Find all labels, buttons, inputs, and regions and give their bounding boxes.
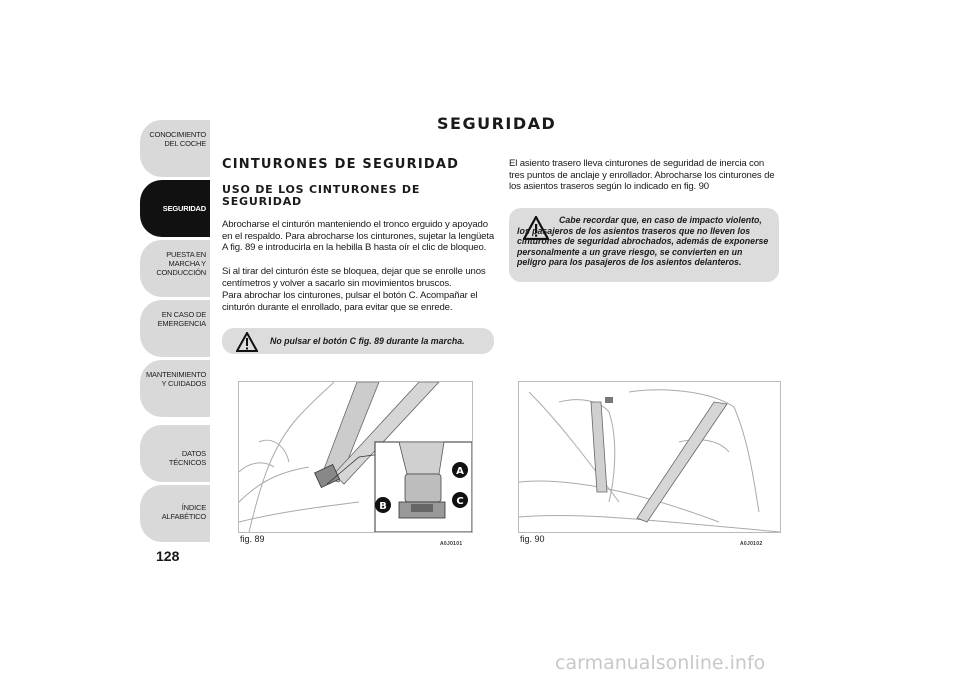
warning-box-left: [222, 328, 494, 354]
tab-conocimiento-del-coche[interactable]: CONOCIMIENTO DEL COCHE: [140, 120, 210, 177]
figure-90-caption: fig. 90: [520, 534, 545, 544]
tab-seguridad[interactable]: [140, 180, 210, 237]
tab-indice-alfabetico[interactable]: ÍNDICE ALFABÉTICO: [140, 485, 210, 542]
tab-en-caso-de-emergencia[interactable]: EN CASO DE EMERGENCIA: [140, 300, 210, 357]
section-title: SEGURIDAD: [437, 114, 557, 133]
paragraph-right-1: El asiento trasero lleva cinturones de seguridad de inercia con tres puntos de anclaje y enrollador. Abrocharse los cinturones de los asientos traseros según lo indicado en fig. 90: [509, 158, 775, 192]
tab-mantenimiento[interactable]: MANTENIMIENTO Y CUIDADOS: [140, 360, 210, 417]
figure-89-caption: fig. 89: [240, 534, 265, 544]
warning-text: No pulsar el botón C fig. 89 durante la marcha.: [270, 336, 465, 346]
figure-89-code: A0J0101: [440, 541, 463, 547]
label-b: B: [379, 501, 387, 512]
warning-text: Cabe recordar que, en caso de impacto violento, los pasajeros de los asientos traseros que no lleven los cinturones de seguridad abrochados, además de exponerse personalmente a un grave riesgo, se convierten en un peligro para los pasajeros de los asientos delanteros.: [517, 215, 769, 267]
tab-puesta-en-marcha[interactable]: PUESTA EN MARCHA Y CONDUCCIÓN: [140, 240, 210, 297]
figure-90: [518, 381, 781, 533]
tab-label: SEGURIDAD: [162, 204, 206, 213]
label-a: A: [456, 466, 464, 477]
page-number: 128: [156, 548, 180, 564]
paragraph-1: Abrocharse el cinturón manteniendo el tronco erguido y apoyado en el respaldo. Para abrocharse los cinturones, sujetar la lengüeta A fig. 89 e introducirla en la hebilla B hasta oír el clic de bloqueo.: [222, 219, 495, 253]
page-heading: CINTURONES DE SEGURIDAD: [222, 157, 460, 172]
warning-box-right: [509, 208, 779, 282]
paragraph-3: Para abrochar los cinturones, pulsar el botón C. Acompañar el cinturón durante el enrollado, para evitar que se enrede.: [222, 290, 478, 313]
watermark: carmanualsonline.info: [555, 652, 766, 674]
rear-seat-illustration: [519, 382, 780, 532]
page-subheading: USO DE LOS CINTURONES DE SEGURIDAD: [222, 183, 421, 208]
tab-datos-tecnicos[interactable]: DATOS TÉCNICOS: [140, 425, 210, 482]
paragraph-2: Si al tirar del cinturón éste se bloquea, dejar que se enrolle unos centímetros y volver a sacarlo sin movimientos bruscos.: [222, 266, 486, 289]
figure-89: [238, 381, 473, 533]
warning-triangle-icon: [236, 332, 258, 352]
seatbelt-buckle-illustration: [239, 382, 472, 532]
label-c: C: [456, 496, 464, 507]
figure-90-code: A0J0102: [740, 541, 763, 547]
